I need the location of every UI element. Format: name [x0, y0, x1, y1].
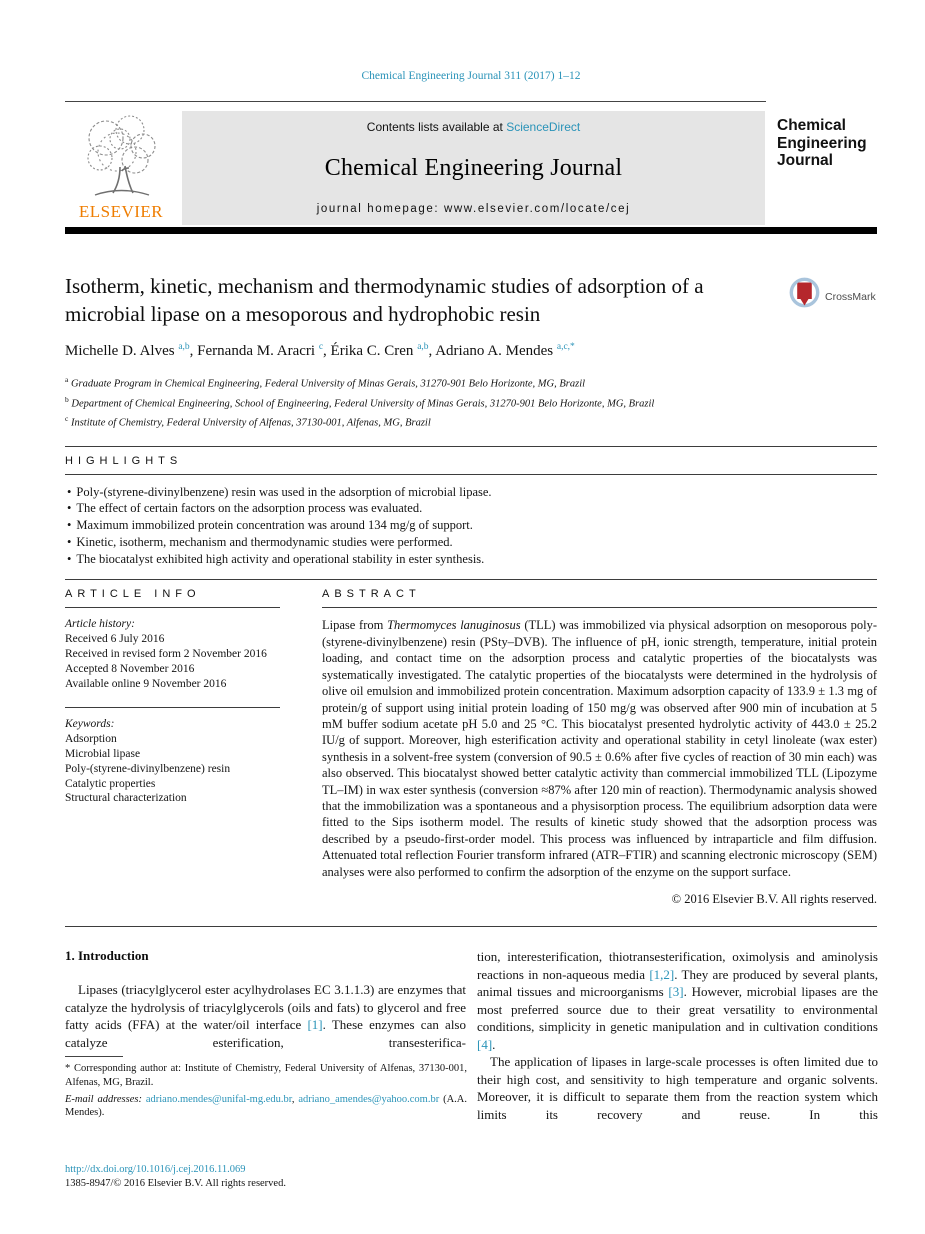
keyword: Structural characterization — [65, 792, 187, 805]
abstract-header: ABSTRACT — [322, 588, 421, 601]
cover-line: Journal — [777, 152, 833, 169]
column-rule — [322, 607, 877, 608]
history-line: Received 6 July 2016 — [65, 633, 165, 646]
doi-link[interactable]: http://dx.doi.org/10.1016/j.cej.2016.11.069 — [65, 1164, 246, 1175]
article-footer — [65, 1163, 286, 1191]
citation-ref[interactable]: [1] — [307, 1017, 323, 1033]
article-info-header: ARTICLE INFO — [65, 588, 201, 601]
email-link-1[interactable]: adriano.mendes@unifal-mg.edu.br — [145, 1093, 292, 1105]
history-label: Article history: — [65, 618, 135, 631]
body-paragraph: The application of lipases in large-scale processes is often limited due to their high cost, and sensitivity to high temperature and organic solvents. Moreover, it is difficult to separate them from the reaction system which limits its recovery and reuse. In this — [477, 1054, 878, 1122]
affiliation: $^b$ Department of Chemical Engineering, School of Engineering, Federal University of Minas Gerais, 31270-901 Belo Horizonte, MG, Brazil — [65, 394, 655, 409]
journal-homepage-link[interactable]: journal homepage: www.elsevier.com/locate/cej — [316, 203, 631, 215]
section-rule — [65, 926, 877, 927]
article-history — [65, 617, 310, 691]
copyright-line: © 2016 Elsevier B.V. All rights reserved. — [671, 892, 877, 907]
contents-prefix: Contents lists available at — [366, 120, 507, 134]
cover-line: Engineering — [777, 134, 867, 152]
keywords-block — [65, 717, 310, 806]
affiliation: $^a$ Graduate Program in Chemical Engineering, Federal University of Minas Gerais, 31270-901 Belo Horizonte, MG, Brazil — [65, 375, 586, 390]
issn-copyright-line: 1385-8947/© 2016 Elsevier B.V. All rights reserved. — [65, 1178, 286, 1189]
running-head-citation: Chemical Engineering Journal 311 (2017) 1–12 — [361, 70, 581, 82]
highlight-item: • Kinetic, isotherm, mechanism and thermodynamic studies were performed. — [65, 534, 877, 551]
author: Fernanda M. Aracri $^c$, — [197, 342, 331, 359]
journal-cover-thumbnail[interactable] — [777, 117, 877, 170]
sciencedirect-link[interactable]: ScienceDirect — [506, 120, 581, 134]
column-rule — [65, 607, 280, 608]
email-addresses: E-mail addresses: adriano.mendes@unifal-mg.edu.br, adriano_amendes@yahoo.com.br (A.A. Mendes). — [65, 1093, 467, 1119]
affiliation: $^c$ Institute of Chemistry, Federal University of Alfenas, 37130-001, Alfenas, MG, Brazil — [65, 414, 431, 429]
elsevier-tree-icon — [73, 186, 169, 203]
keywords-label: Keywords: — [65, 718, 115, 731]
masthead-rule — [65, 227, 877, 234]
email-link-2[interactable]: adriano_amendes@yahoo.com.br — [298, 1093, 440, 1105]
keyword: Microbial lipase — [65, 748, 141, 761]
citation-ref[interactable]: [3] — [668, 984, 684, 1000]
author-line — [65, 342, 877, 360]
elsevier-wordmark: ELSEVIER — [78, 202, 164, 221]
citation-ref[interactable]: [4] — [477, 1036, 493, 1052]
crossmark-label: CrossMark — [825, 291, 876, 303]
email-label: E-mail addresses: — [65, 1093, 142, 1105]
highlight-item: • The effect of certain factors on the adsorption process was evaluated. — [65, 500, 877, 517]
article-content — [65, 258, 877, 1123]
header-divider — [65, 101, 766, 102]
cover-line: Chemical — [777, 117, 846, 134]
journal-masthead — [182, 111, 765, 225]
elsevier-logo[interactable] — [65, 111, 177, 225]
author: Adriano A. Mendes $^{a,c,*}$ — [435, 342, 575, 359]
highlights-list — [65, 475, 877, 580]
history-line: Received in revised form 2 November 2016 — [65, 648, 267, 661]
keyword: Adsorption — [65, 733, 117, 746]
body-paragraph: tion, interesterification, thiotransesterification, oximolysis and aminolysis reactions in non-aqueous media [1,2]. They are produced by several plants, animal tissues and microorganisms [3]. However, microbial lipases are the most preferred source due to their great versatility to environmental conditions, simplicity in genetic manipulation and in cultivation conditions [4]. — [477, 949, 879, 1052]
corresponding-author-footnote — [65, 1056, 467, 1120]
contents-line — [182, 120, 765, 134]
article-info-column — [65, 580, 310, 907]
highlight-item: • Poly-(styrene-divinylbenzene) resin was used in the adsorption of microbial lipase. — [65, 484, 877, 501]
body-paragraph: Lipases (triacylglycerol ester acylhydrolases EC 3.1.1.3) are enzymes that catalyze the hydrolysis of triacylglycerols (oils and fats) to glycerol and free fatty acids (FFA) at the water/oil interface [1]. These enzymes can also catalyze esterification, transesterifica- — [65, 982, 466, 1050]
abstract-text: Lipase from Thermomyces lanuginosus (TLL) was immobilized via physical adsorption on mesoporous poly-(styrene-divinylbenzene) resin (PSty–DVB). The influence of pH, ionic strength, temperature, initial protein loading, and contact time on the adsorption process and catalytic properties of the biocatalysts was systematically investigated. The catalytic properties of the biocatalysts were determined in the hydrolysis of olive oil emulsion and immobilized protein concentration. Maximum adsorption capacity of 133.9 ± 1.3 mg of protein/g of support using initial protein loading of 150 mg/g was observed after 900 min of incubation at 5 mM buffer sodium acetate pH 5.0 and 25 °C. This biocatalyst presented hydrolytic activity of 443.0 ± 25.2 IU/g of support. Moreover, high esterification activity and operational stability in cetyl linoleate (wax ester) synthesis in a solvent-free system (conversion of 90.5 ± 0.6% after five cycles of reaction of 30 min each) was also observed. This biocatalyst showed better catalytic activity than commercial immobilized TLL (Lipozyme TL–IM) in wax ester synthesis (conversion ≈87% after 120 min of reaction). Thermodynamic analysis showed that the immobilization was a spontaneous and a physisorption process. The equilibrium adsorption data were fitted to the Sips isotherm model. The results of kinetic study showed that the adsorption process was described by a pseudo-first-order model. This process was influenced by intraparticle and film diffusion. Attenuated total reflection Fourier transform infrared (ATR–FTIR) and scanning electronic microscopy (SEM) analyses were also performed to confirm the adsorption of the enzyme on the support surface. — [322, 618, 877, 879]
footnote-text: * Corresponding author at: Institute of Chemistry, Federal University of Alfenas, 37130-001, Alfenas, MG, Brazil. — [65, 1063, 467, 1088]
keyword: Poly-(styrene-divinylbenzene) resin — [65, 762, 231, 775]
citation-ref[interactable]: [1,2] — [649, 966, 675, 982]
article-title: Isotherm, kinetic, mechanism and thermodynamic studies of adsorption of a microbial lipase on a mesoporous and hydrophobic resin — [65, 274, 704, 326]
section-heading-introduction: 1. Introduction — [65, 948, 149, 964]
affiliations — [65, 372, 877, 431]
footnote-rule — [65, 1056, 123, 1057]
history-line: Available online 9 November 2016 — [65, 677, 227, 690]
abstract-column — [322, 580, 877, 907]
journal-title: Chemical Engineering Journal — [324, 155, 623, 181]
history-line: Accepted 8 November 2016 — [65, 662, 195, 675]
keyword: Catalytic properties — [65, 777, 156, 790]
highlight-item: • The biocatalyst exhibited high activity and operational stability in ester synthesis. — [65, 551, 877, 568]
column-rule — [65, 707, 280, 708]
author: Michelle D. Alves $^{a,b}$, — [65, 342, 198, 359]
body-column-right — [477, 948, 878, 1123]
highlights-header: HIGHLIGHTS — [65, 454, 183, 467]
highlight-item: • Maximum immobilized protein concentration was around 134 mg/g of support. — [65, 517, 877, 534]
author: Érika C. Cren $^{a,b}$, — [330, 342, 436, 359]
species-name: Thermomyces lanuginosus — [387, 618, 521, 633]
